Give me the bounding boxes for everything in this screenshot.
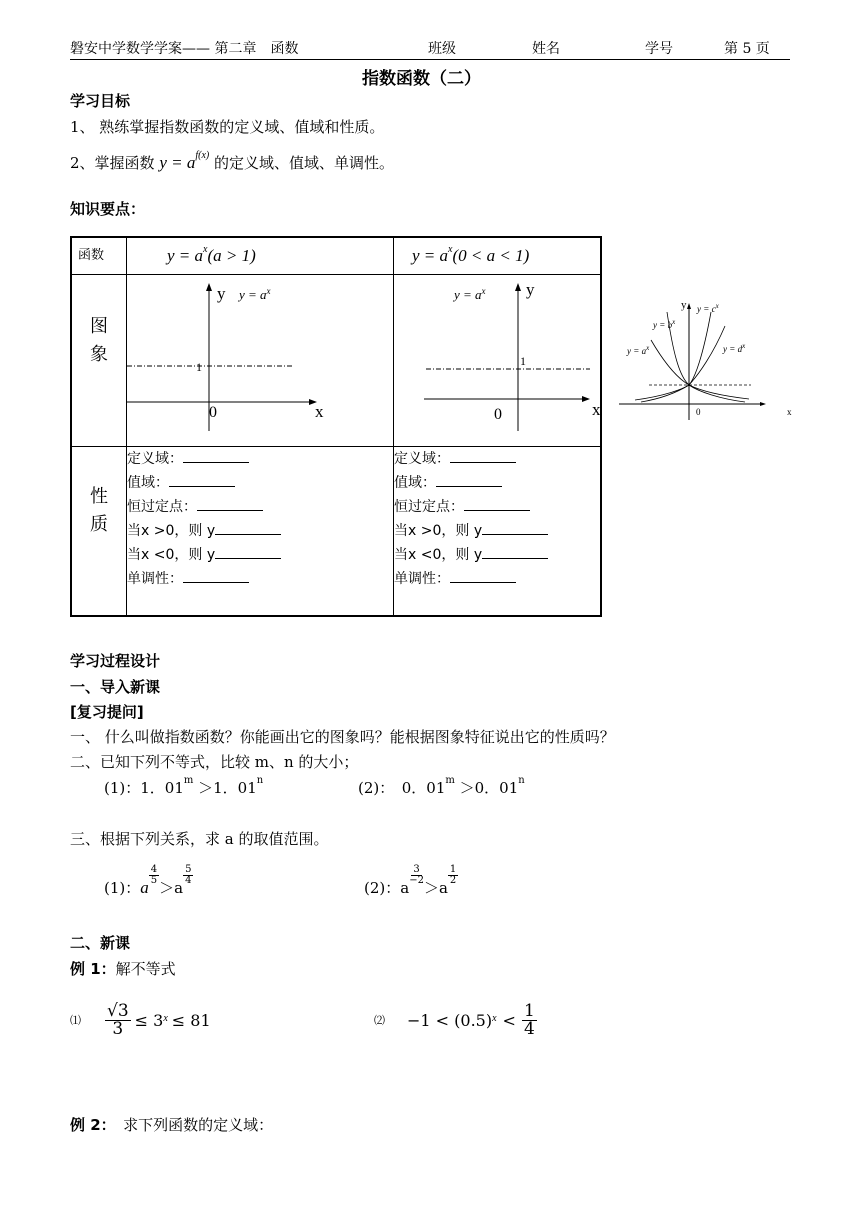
question-1: 一、 什么叫做指数函数？你能画出它的图象吗？能根据图象特征说出它的性质吗？ [70, 728, 615, 746]
ex1a-fraction: $\frac{√3}{3}$ [107, 1000, 129, 1039]
goal-item-2: 2、掌握函数 $y = a^{f(x)}$ 的定义域、值域、单调性。 [70, 150, 395, 172]
graph2-y-label: y [526, 279, 535, 299]
side-label-d: $y = d^x$ [723, 342, 746, 354]
example-1a: ⑴ $\frac{√3}{3}$ ≤ 3 x ≤ 81 [70, 1000, 211, 1039]
goals-heading: 学习目标 [70, 92, 131, 110]
func2-cell: $y = a^x(0 < a < 1)$ [394, 237, 602, 274]
side-curve-b [667, 312, 745, 402]
graph1-cell [127, 274, 394, 446]
row-graph-label: 图 象 [71, 274, 127, 446]
knowledge-heading: 知识要点： [70, 200, 146, 218]
example-1b: ⑵ −1 < (0.5) x < $\frac{1}{4}$ [374, 1000, 535, 1039]
knowledge-table [70, 236, 602, 617]
prop1-x-positive: 当x >0，则 y [127, 519, 393, 543]
question-2a: (1)：1．$01^m >1$．01$^n$ [104, 775, 264, 797]
header-class: 班级 [428, 41, 456, 57]
question-2b: (2)： 0．$01^m >0$．01$^n$ [358, 775, 525, 797]
graph1-origin-label: 0 [209, 403, 217, 421]
q3b-exponent-2: $\frac{1}{2}$ [449, 864, 457, 886]
prop1-range: 值域： [127, 471, 393, 495]
side-origin-label: 0 [696, 407, 701, 417]
header-name: 姓名 [532, 41, 560, 57]
prop2-domain: 定义域： [394, 447, 600, 471]
prop2-fixed-point: 恒过定点： [394, 495, 600, 519]
func1-cell: $y = a^x(a > 1)$ [127, 237, 394, 274]
side-x-arrow [760, 402, 766, 406]
graph2-func-label: $y = a^x$ [454, 285, 486, 302]
graph2-one-label: 1 [520, 353, 526, 368]
side-x-label: x [787, 407, 792, 417]
question-3a: (1)： a $\frac{4}{5}$ ＞a $\frac{5}{4}$ [104, 864, 192, 897]
ex1b-fraction: $\frac{1}{4}$ [523, 1000, 535, 1039]
goal-item-1: 1、 熟练掌握指数函数的定义域、值域和性质。 [70, 118, 385, 136]
prop1-monotonicity: 单调性： [127, 567, 393, 591]
side-y-label: y [681, 299, 687, 311]
question-2: 二、已知下列不等式，比较 m、n 的大小； [70, 753, 359, 771]
graph1-plot [127, 275, 353, 447]
side-curve-d [641, 326, 725, 402]
prop2-x-positive: 当x >0，则 y [394, 519, 600, 543]
graph2-plot [394, 275, 648, 447]
prop2-x-negative: 当x <0，则 y [394, 543, 600, 567]
graph2-x-label: x [592, 399, 601, 419]
graph1-y-arrow [206, 283, 212, 291]
side-y-arrow [687, 303, 691, 309]
header-school: 磐安中学数学学案—— 第二章 函数 [70, 41, 299, 57]
graph1-y-label: y [217, 283, 226, 303]
example-1: 例 1：解不等式 [70, 960, 176, 978]
prop2-monotonicity: 单调性： [394, 567, 600, 591]
q3b-exponent-1: $\frac{3}{-2}$ [409, 864, 424, 886]
prop2-range: 值域： [394, 471, 600, 495]
graph2-cell [394, 274, 602, 446]
header-number: 学号 [645, 41, 673, 57]
q3a-exponent-2: $\frac{5}{4}$ [185, 864, 192, 886]
header-page: 第 5 页 [724, 41, 770, 57]
process-heading: 学习过程设计 [70, 652, 161, 670]
props2-cell [394, 446, 602, 616]
example-2: 例 2： 求下列函数的定义域： [70, 1116, 274, 1134]
side-graph [615, 296, 800, 426]
question-3b: (2)：a $\frac{3}{-2}$ ＞a $\frac{1}{2}$ [364, 864, 457, 897]
side-label-b: $y = b^x$ [653, 318, 676, 330]
section2-heading: 二、新课 [70, 934, 131, 952]
prop1-fixed-point: 恒过定点： [127, 495, 393, 519]
graph2-y-arrow [515, 283, 521, 291]
side-label-c: $y = c^x$ [697, 302, 719, 314]
graph1-x-label: x [315, 401, 324, 421]
review-heading: [复习提问] [70, 703, 144, 721]
section1-heading: 一、导入新课 [70, 678, 161, 696]
graph1-func-label: $y = a^x$ [239, 285, 271, 302]
col-func-label: 函数 [71, 237, 127, 274]
props1-cell [127, 446, 394, 616]
header-rule [70, 59, 790, 60]
row-prop-label: 性 质 [71, 446, 127, 616]
graph1-one-label: 1 [196, 359, 202, 374]
q3a-exponent-1: $\frac{4}{5}$ [150, 864, 158, 886]
page-title: 指数函数（二） [362, 69, 481, 89]
prop1-x-negative: 当x <0，则 y [127, 543, 393, 567]
prop1-domain: 定义域： [127, 447, 393, 471]
graph2-origin-label: 0 [494, 405, 502, 423]
graph2-x-arrow [582, 396, 590, 402]
question-3: 三、根据下列关系，求 a 的取值范围。 [70, 830, 329, 848]
side-label-a: $y = a^x$ [627, 344, 650, 356]
